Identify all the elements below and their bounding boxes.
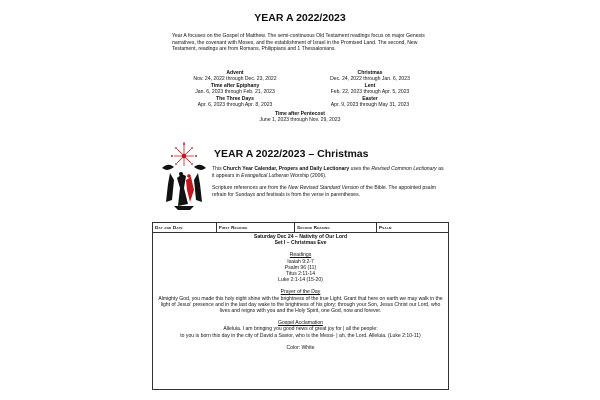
lectionary-table [152, 222, 449, 390]
season-name: Advent [226, 70, 244, 76]
season-name: Easter [362, 95, 378, 102]
table-body [153, 233, 448, 352]
seasons-right-column [295, 70, 445, 108]
script-pre: Scripture references are from the [212, 185, 289, 191]
reading-item: Titus 2:11-14 [285, 271, 316, 278]
day-title: Saturday Dec 24 – Nativity of Our Lord [253, 234, 348, 240]
cal-desc-post: (2006). [308, 172, 327, 179]
gospel-line: to you is born this day in the city of David a Savior, who is the Messi- | ah, the Lord. Alleluia. (Luke 2:10-11) [180, 332, 421, 339]
reading-item: Psalm 96 (11) [284, 264, 317, 271]
season-dates: June 1, 2023 through Nov. 29, 2023 [259, 117, 341, 124]
cal-desc-italic-rcl: Revised Common Lectionary [371, 166, 437, 172]
season-dates: Jan. 6, 2023 through Feb. 21, 2023 [195, 89, 275, 96]
season-name: Lent [364, 82, 376, 89]
season-name: Christmas [357, 70, 383, 76]
season-pentecost [200, 111, 400, 124]
reading-item: Isaiah 9:2-7 [287, 258, 314, 265]
season-name: Time after Epiphany [210, 82, 260, 89]
gospel-line: Alleluia. I am bringing you good news of great joy for | all the people: [223, 326, 378, 333]
scripture-description [212, 185, 444, 198]
col-header-second-reading: Second Reading [295, 223, 377, 232]
col-header-day-date: Day and Date [153, 223, 217, 232]
cal-desc-italic-elw: Evangelical Lutheran Worship [241, 172, 309, 179]
cal-desc-mid: uses the [349, 166, 372, 172]
christmas-emblem-icon [160, 140, 208, 212]
col-header-psalm: Psalm [379, 225, 392, 230]
set-title: Set I – Christmas Eve [274, 240, 327, 247]
gospel-heading: Gospel Acclamation [277, 320, 324, 327]
reading-item: Luke 2:1-14 (15-20) [278, 277, 323, 284]
calendar-description [212, 166, 444, 179]
prayer-heading: Prayer of the Day [280, 289, 321, 296]
season-name: The Three Days [216, 95, 254, 102]
season-dates: Apr. 9, 2023 through May 31, 2023 [330, 102, 410, 109]
liturgical-color: Color: White [286, 344, 315, 351]
season-dates: Feb. 22, 2023 through Apr. 5, 2023 [330, 89, 410, 96]
table-header-row [153, 223, 448, 233]
year-title: YEAR A 2022/2023 [254, 12, 346, 24]
script-italic-nrsv: New Revised Standard Version [288, 185, 359, 191]
cal-desc-pre: This [212, 166, 224, 172]
year-intro-paragraph: Year A focuses on the Gospel of Matthew. The semi-continuous Old Testament readings focus on major Genesis narratives, the covenant with Moses, and the establishment of Israel in the Promised Land. The second, New Testament, readings are from Romans, Philippians and 1 Thessalonians. [172, 33, 425, 53]
season-dates: Dec. 24, 2022 through Jan. 6, 2023 [330, 76, 410, 83]
season-name: Time after Pentecost [274, 111, 325, 117]
season-dates: Apr. 6, 2023 through Apr. 8, 2023 [197, 102, 273, 109]
cal-desc-mid2: as it appears in [212, 166, 444, 179]
cal-desc-bold: Church Year Calendar, Propers and Daily Lectionary [223, 166, 350, 172]
prayer-text: Almighty God, you made this holy night shine with the brightness of the true Light. Grant that here on earth we may walk in the light of Jesus' presence and in the last day wake to the brightness of his glory; through your Son, Jesus Christ our Lord, who lives and reigns with you and the Holy Spirit, one God, now and forever. [158, 295, 443, 315]
readings-heading: Readings [289, 252, 312, 259]
col-header-first-reading: First Reading [217, 223, 295, 232]
christmas-title: YEAR A 2022/2023 – Christmas [214, 148, 369, 160]
script-post: of the Bible. The appointed psalm refrain for Sundays and festivals is from the verse in parentheses. [212, 185, 436, 198]
seasons-left-column [160, 70, 310, 108]
season-dates: Nov. 24, 2022 through Dec. 23, 2022 [193, 76, 277, 83]
